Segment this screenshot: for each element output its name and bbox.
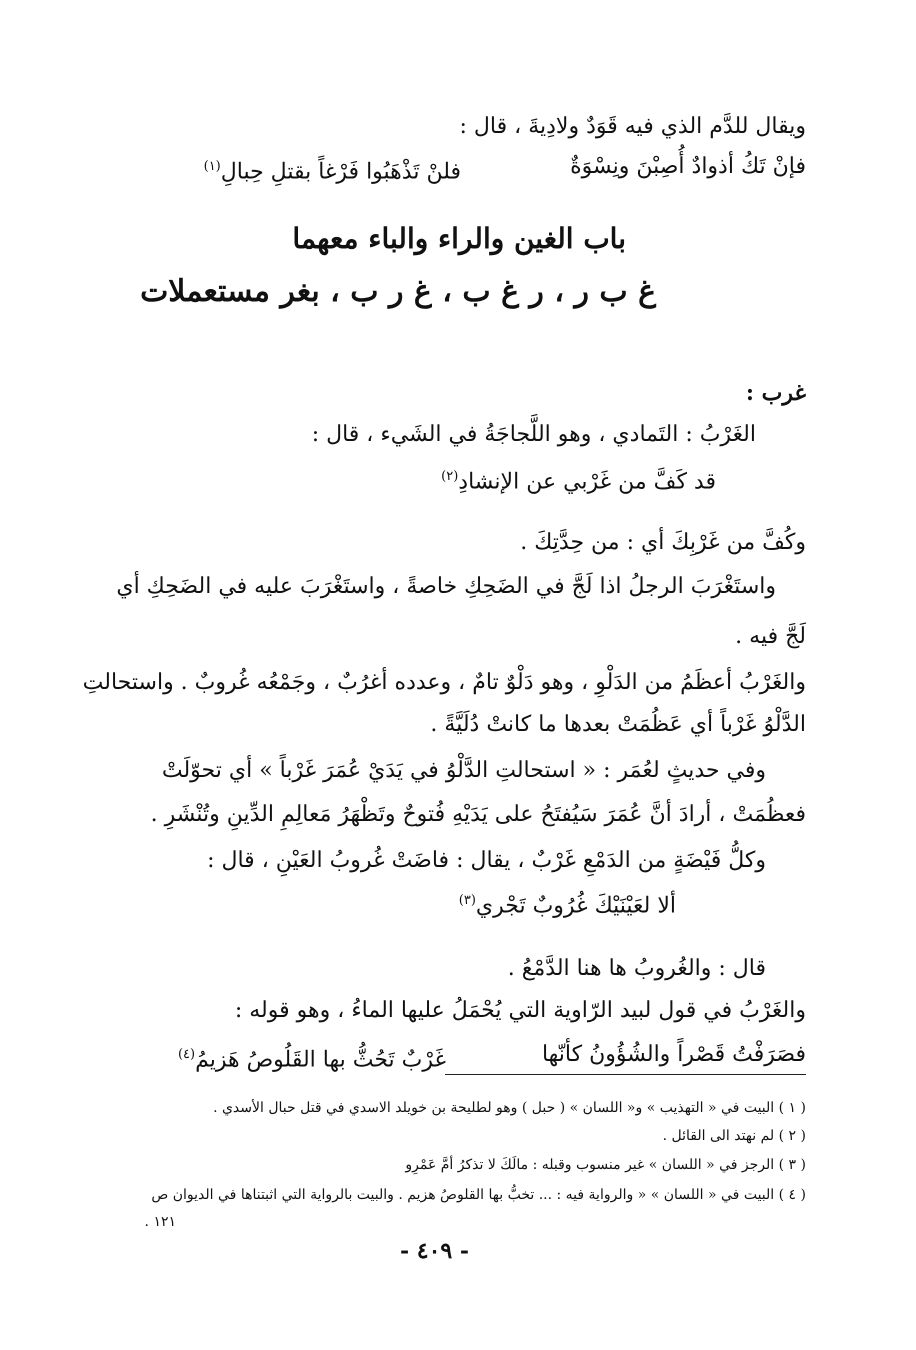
- body-line-8: وفي حديثٍ لعُمَر : « استحالتِ الدَّلْوُ في يَدَيْ عُمَرَ غَرْباً » أي تحوّلَتْ: [161, 758, 766, 783]
- body-line-11-text: ألا لعَيْنَيْكَ غُرُوبٌ تَجْري: [475, 893, 676, 919]
- footnote-3: ( ٣ ) الرجز في « اللسان » غير منسوب وقبله : مالَكَ لا تذكرُ أمَّ عَمْرِو: [405, 1157, 806, 1173]
- verse-1-right-half: فإنْ تَكُ أذوادٌ أُصِبْنَ ونِسْوَةٌ: [570, 154, 806, 179]
- body-line-13: والغَرْبُ في قول لبيد الرّاوية التي يُحْمَلُ عليها الماءُ ، وهو قوله :: [234, 998, 806, 1023]
- body-line-4: واستَغْرَبَ الرجلُ اذا لَجَّ في الضَحِكِ خاصةً ، واستَغْرَبَ عليه في الضَحِكِ أي: [116, 574, 776, 599]
- entry-heading: غرب :: [745, 380, 806, 406]
- verse-1-left-half: [204, 152, 461, 187]
- body-line-10: وكلُّ فَيْضَةٍ من الدَمْعِ غَرْبٌ ، يقال : فاضَتْ غُروبُ العَيْنِ ، قال :: [207, 848, 766, 873]
- body-line-6: والغَرْبُ أعظَمُ من الدَلْوِ ، وهو دَلْوٌ تامٌ ، وعدده أغرُبٌ ، وجَمْعُه غُروبٌ . واستحالتِ: [82, 670, 806, 695]
- verse-2-right-half: فصَرَفْتُ قَصْراً والشُؤُونُ كأنّها: [541, 1042, 806, 1067]
- chapter-subtitle: غ ب ر ، ر غ ب ، غ ر ب ، بغر مستعملات: [140, 274, 656, 309]
- body-line-2: [441, 462, 716, 497]
- body-line-5: لَجَّ فيه .: [735, 624, 806, 649]
- body-line-11: [459, 886, 676, 921]
- body-line-3: وكُفَّ من غَرْبِكَ أي : من حِدَّتِكَ .: [520, 530, 806, 555]
- footnote-marker-3: (٣): [458, 893, 476, 908]
- intro-line: ويقال للدَّم الذي فيه قَوَدٌ ولادِيةَ ، قال :: [459, 114, 806, 139]
- footnote-4: ( ٤ ) البيت في « اللسان » « والرواية فيه : ... تخبُّ بها القلوصُ هزيم . والبيت بالرواية التي اثبتناها في الديوان ص: [151, 1187, 806, 1203]
- footnote-marker-1: (١): [203, 159, 221, 174]
- footnote-2: ( ٢ ) لم نهتد الى القائل .: [662, 1128, 806, 1144]
- verse-2-left-text: غَرْبٌ تَحُثُّ بها القَلُوصُ هَزيمُ: [195, 1047, 446, 1073]
- page-number: - ٤٠٩ -: [400, 1238, 470, 1264]
- body-line-12: قال : والغُروبُ ها هنا الدَّمْعُ .: [507, 956, 766, 981]
- chapter-title: باب الغين والراء والباء معهما: [292, 222, 626, 255]
- footnote-1: ( ١ ) البيت في « التهذيب » و« اللسان » ( حبل ) وهو لطليحة بن خويلد الاسدي في قتل حبال الأسدي .: [213, 1100, 806, 1116]
- body-line-2-text: قد كَفَّ من غَرْبي عن الإنشادِ: [458, 469, 716, 495]
- footnote-marker-4: (٤): [177, 1047, 196, 1062]
- verse-1-left-text: فلنْ تَذْهَبُوا فَرْغاً بقتلِ حِبالِ: [220, 159, 461, 185]
- body-line-1: الغَرْبُ : التَمادي ، وهو اللَّجاجَةُ في الشَيء ، قال :: [311, 422, 756, 447]
- footnote-4-continuation: ١٢١ .: [144, 1214, 176, 1230]
- body-line-7: الدَّلْوُ غَرْباً أي عَظُمَتْ بعدها ما كانتْ دُلَيَّةً .: [430, 712, 806, 737]
- footnote-marker-2: (٢): [441, 469, 459, 484]
- body-line-9: فعظُمَتْ ، أرادَ أنَّ عُمَرَ سَيُفتَحُ على يَدَيْهِ فُتوحٌ وتَظْهَرُ مَعالِمِ الدِّينِ وتُنْشَرِ .: [150, 802, 806, 827]
- footnote-separator: [445, 1074, 806, 1075]
- verse-2-left-half: [178, 1040, 446, 1075]
